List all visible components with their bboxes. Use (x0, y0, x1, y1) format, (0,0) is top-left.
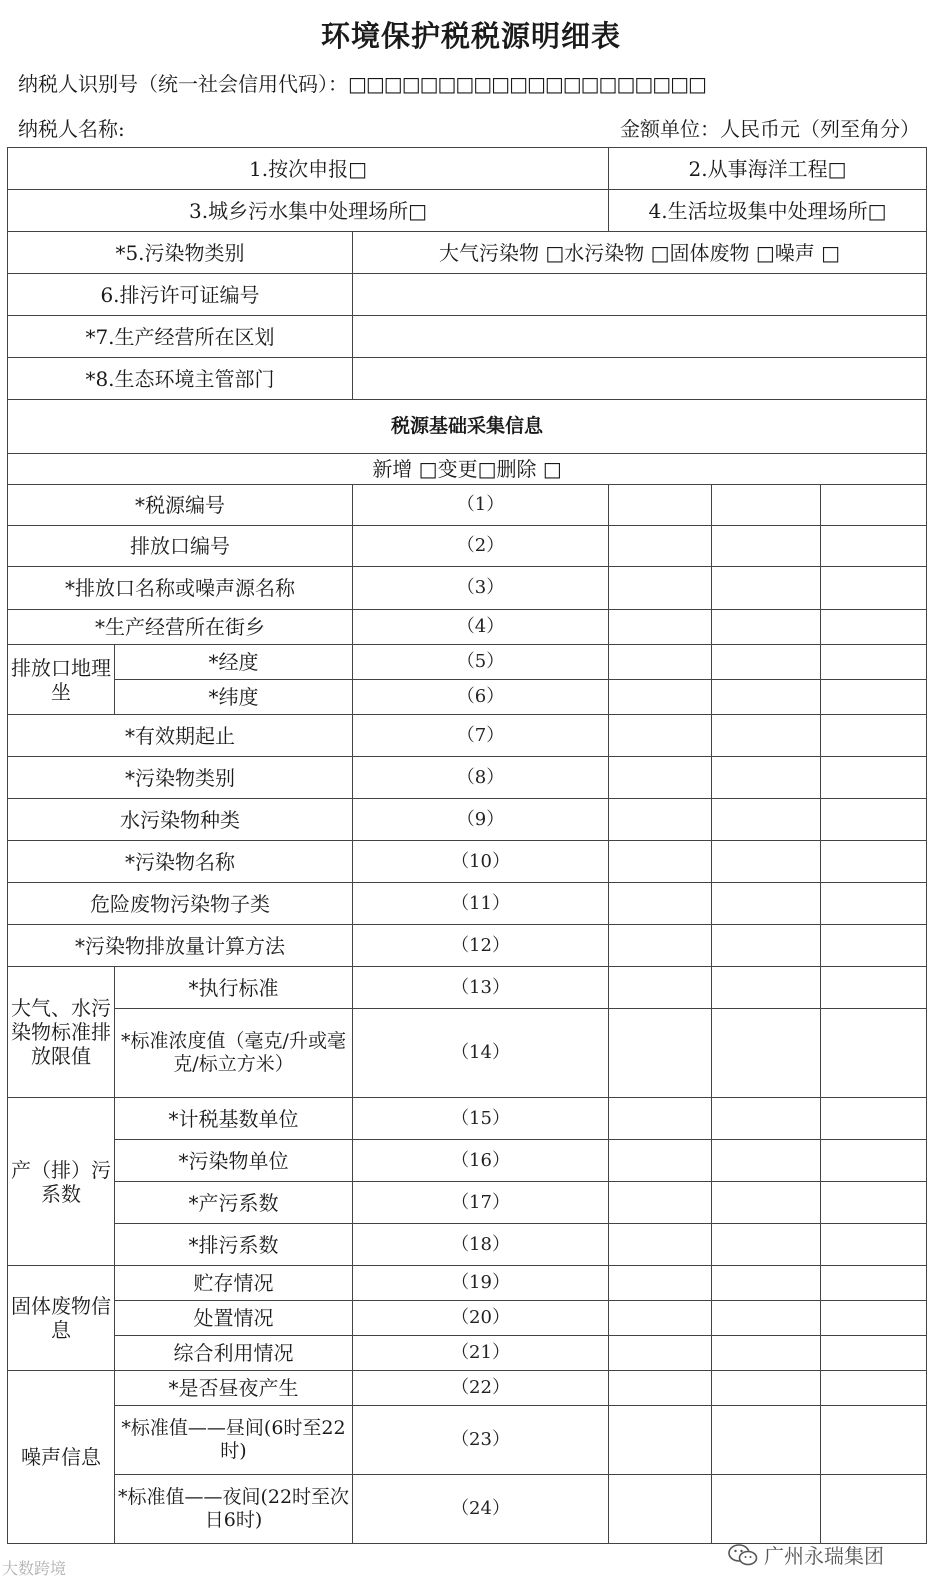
taxpayer-name-label: 纳税人名称: (18, 117, 125, 141)
value-cell[interactable] (821, 715, 927, 757)
row-number: （13） (353, 967, 609, 1009)
row-number: （14） (353, 1009, 609, 1098)
row-label: *计税基数单位 (115, 1098, 353, 1140)
marine-engineering-option[interactable]: 2.从事海洋工程□ (609, 148, 927, 190)
authority-field[interactable] (353, 358, 927, 400)
value-cell[interactable] (712, 715, 821, 757)
page-title: 环境保护税税源明细表 (320, 19, 621, 53)
row-label: *标准值——昼间(6时至22时) (115, 1406, 353, 1475)
row-label: *纬度 (115, 680, 353, 715)
group-label-limits: 大气、水污染物标准排放限值 (8, 967, 115, 1098)
row-number: （7） (353, 715, 609, 757)
value-cell[interactable] (821, 645, 927, 680)
value-cell[interactable] (821, 1475, 927, 1544)
row-label: *生产经营所在街乡 (8, 610, 353, 645)
row-number: （23） (353, 1406, 609, 1475)
row-number: （9） (353, 799, 609, 841)
value-cell[interactable] (712, 1182, 821, 1224)
value-cell[interactable] (821, 883, 927, 925)
row-number: （10） (353, 841, 609, 883)
value-cell[interactable] (712, 1301, 821, 1336)
row-label: *污染物排放量计算方法 (8, 925, 353, 967)
row-number: （3） (353, 567, 609, 610)
value-cell[interactable] (821, 567, 927, 610)
row-label: *有效期起止 (8, 715, 353, 757)
row-number: （20） (353, 1301, 609, 1336)
row-number: （12） (353, 925, 609, 967)
taxpayer-id-label: 纳税人识别号（统一社会信用代码）： (18, 72, 348, 96)
value-cell[interactable] (609, 610, 712, 645)
authority-label: *8.生态环境主管部门 (8, 358, 353, 400)
value-cell[interactable] (821, 1301, 927, 1336)
value-cell[interactable] (821, 757, 927, 799)
row-number: （19） (353, 1266, 609, 1301)
watermark-left: 大数跨境 (2, 1559, 67, 1578)
value-cell[interactable] (609, 715, 712, 757)
row-label: *排放口名称或噪声源名称 (8, 567, 353, 610)
value-cell[interactable] (609, 799, 712, 841)
row-label: *经度 (115, 645, 353, 680)
garbage-facility-option[interactable]: 4.生活垃圾集中处理场所□ (609, 190, 927, 232)
row-number: （15） (353, 1098, 609, 1140)
value-cell[interactable] (712, 1406, 821, 1475)
taxpayer-id-boxes[interactable]: □□□□□□□□□□□□□□□□□□□□ (348, 72, 706, 96)
value-cell[interactable] (821, 485, 927, 526)
value-cell[interactable] (712, 757, 821, 799)
value-cell[interactable] (821, 967, 927, 1009)
wechat-icon (728, 1543, 758, 1567)
value-cell[interactable] (609, 1009, 712, 1098)
value-cell[interactable] (712, 485, 821, 526)
group-label-coefficients: 产（排）污系数 (8, 1098, 115, 1266)
value-cell[interactable] (712, 1098, 821, 1140)
value-cell[interactable] (609, 925, 712, 967)
value-cell[interactable] (821, 680, 927, 715)
value-cell[interactable] (609, 883, 712, 925)
declare-per-time-option[interactable]: 1.按次申报□ (8, 148, 609, 190)
row-label: *污染物类别 (8, 757, 353, 799)
tax-source-table (7, 147, 927, 1544)
value-cell[interactable] (609, 485, 712, 526)
value-cell[interactable] (821, 610, 927, 645)
value-cell[interactable] (712, 680, 821, 715)
value-cell[interactable] (821, 1098, 927, 1140)
row-number: （2） (353, 526, 609, 567)
value-cell[interactable] (821, 1371, 927, 1406)
value-cell[interactable] (609, 680, 712, 715)
value-cell[interactable] (821, 526, 927, 567)
watermark-right-text: 广州永瑞集团 (764, 1544, 884, 1568)
row-number: （8） (353, 757, 609, 799)
row-label: *排污系数 (115, 1224, 353, 1266)
row-label: *标准浓度值（毫克/升或毫克/标立方米） (115, 1009, 353, 1098)
value-cell[interactable] (609, 1140, 712, 1182)
row-number: （1） (353, 485, 609, 526)
value-cell[interactable] (609, 1336, 712, 1371)
group-label-solid-waste: 固体废物信息 (8, 1266, 115, 1371)
row-label: 水污染物种类 (8, 799, 353, 841)
currency-unit-label: 金额单位：人民币元（列至角分） (620, 117, 920, 141)
value-cell[interactable] (821, 1336, 927, 1371)
value-cell[interactable] (712, 1475, 821, 1544)
taxpayer-id-line (18, 68, 706, 97)
row-label: *标准值——夜间(22时至次日6时) (115, 1475, 353, 1544)
row-number: （18） (353, 1224, 609, 1266)
row-label: *税源编号 (8, 485, 353, 526)
value-cell[interactable] (821, 799, 927, 841)
row-label: 处置情况 (115, 1301, 353, 1336)
value-cell[interactable] (609, 1475, 712, 1544)
row-label: *产污系数 (115, 1182, 353, 1224)
row-number: （21） (353, 1336, 609, 1371)
row-number: （11） (353, 883, 609, 925)
value-cell[interactable] (712, 883, 821, 925)
value-cell[interactable] (609, 1406, 712, 1475)
value-cell[interactable] (821, 1406, 927, 1475)
row-label: 危险废物污染物子类 (8, 883, 353, 925)
group-label-noise: 噪声信息 (8, 1371, 115, 1544)
value-cell[interactable] (609, 1224, 712, 1266)
value-cell[interactable] (609, 645, 712, 680)
value-cell[interactable] (712, 1140, 821, 1182)
permit-number-label: 6.排污许可证编号 (8, 274, 353, 316)
row-label: 排放口编号 (8, 526, 353, 567)
sewage-facility-option[interactable]: 3.城乡污水集中处理场所□ (8, 190, 609, 232)
value-cell[interactable] (609, 757, 712, 799)
row-number: （16） (353, 1140, 609, 1182)
pollutant-type-label: *5.污染物类别 (8, 232, 353, 274)
row-label: 贮存情况 (115, 1266, 353, 1301)
value-cell[interactable] (821, 1266, 927, 1301)
value-cell[interactable] (821, 1140, 927, 1182)
value-cell[interactable] (609, 1266, 712, 1301)
value-cell[interactable] (712, 1266, 821, 1301)
value-cell[interactable] (609, 967, 712, 1009)
row-number: （4） (353, 610, 609, 645)
value-cell[interactable] (712, 567, 821, 610)
value-cell[interactable] (712, 1009, 821, 1098)
value-cell[interactable] (821, 841, 927, 883)
value-cell[interactable] (712, 925, 821, 967)
row-number: （5） (353, 645, 609, 680)
row-label: *执行标准 (115, 967, 353, 1009)
row-label: *污染物名称 (8, 841, 353, 883)
group-label-geo: 排放口地理坐 (8, 645, 115, 715)
value-cell[interactable] (712, 967, 821, 1009)
value-cell[interactable] (609, 1371, 712, 1406)
value-cell[interactable] (609, 841, 712, 883)
value-cell[interactable] (821, 1009, 927, 1098)
value-cell[interactable] (712, 610, 821, 645)
district-label: *7.生产经营所在区划 (8, 316, 353, 358)
row-number: （17） (353, 1182, 609, 1224)
value-cell[interactable] (712, 645, 821, 680)
value-cell[interactable] (712, 841, 821, 883)
value-cell[interactable] (609, 1098, 712, 1140)
row-label: *污染物单位 (115, 1140, 353, 1182)
value-cell[interactable] (821, 1224, 927, 1266)
row-label: *是否昼夜产生 (115, 1371, 353, 1406)
value-cell[interactable] (712, 1336, 821, 1371)
row-label: 综合利用情况 (115, 1336, 353, 1371)
value-cell[interactable] (609, 567, 712, 610)
value-cell[interactable] (609, 1182, 712, 1224)
row-number: （24） (353, 1475, 609, 1544)
value-cell[interactable] (821, 1182, 927, 1224)
district-field[interactable] (353, 316, 927, 358)
pollutant-type-options[interactable]: 大气污染物 □水污染物 □固体废物 □噪声 □ (353, 232, 927, 274)
row-number: （22） (353, 1371, 609, 1406)
value-cell[interactable] (712, 526, 821, 567)
value-cell[interactable] (712, 1224, 821, 1266)
watermark-right (728, 1540, 884, 1569)
record-operation-options[interactable]: 新增 □变更□删除 □ (8, 454, 927, 485)
value-cell[interactable] (609, 1301, 712, 1336)
value-cell[interactable] (609, 526, 712, 567)
value-cell[interactable] (712, 1371, 821, 1406)
permit-number-field[interactable] (353, 274, 927, 316)
row-number: （6） (353, 680, 609, 715)
value-cell[interactable] (821, 925, 927, 967)
section-title: 税源基础采集信息 (8, 400, 927, 454)
value-cell[interactable] (712, 799, 821, 841)
